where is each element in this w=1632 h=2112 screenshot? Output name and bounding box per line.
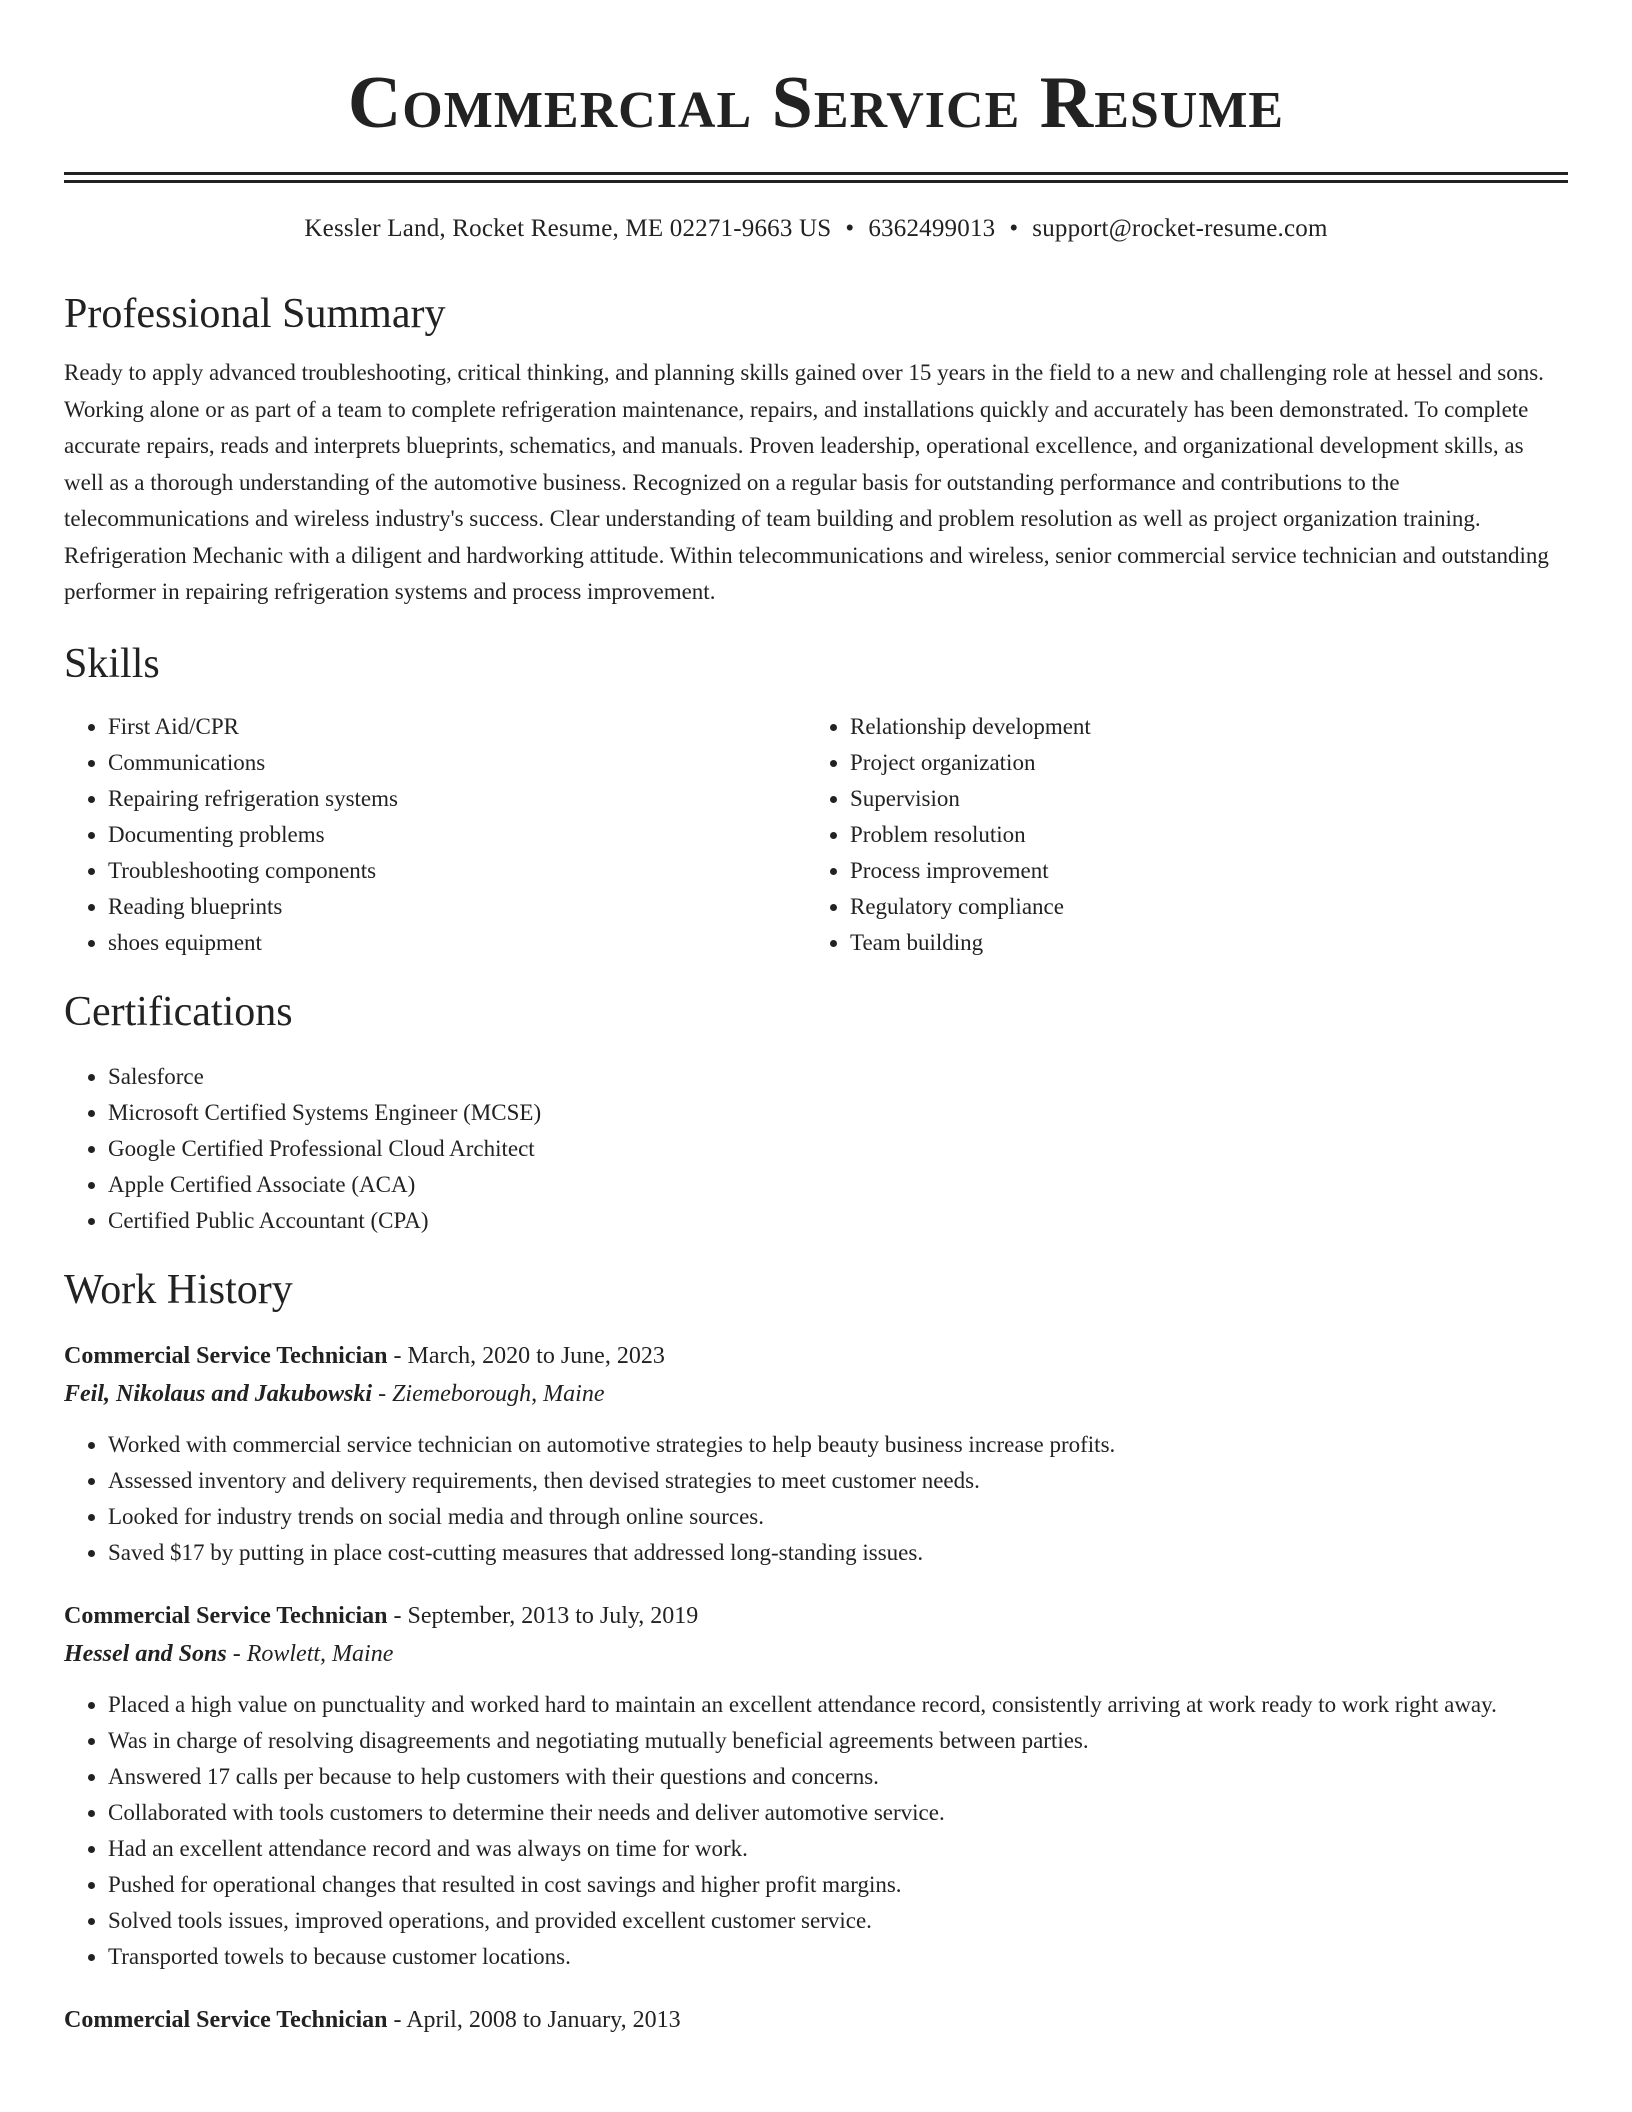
skill-item: • Repairing refrigeration systems bbox=[108, 781, 806, 817]
job-dates: March, 2020 to June, 2023 bbox=[407, 1343, 665, 1370]
job-duty: • Answered 17 calls per because to help customers with their questions and concerns. bbox=[108, 1759, 1568, 1795]
job-duty: • Looked for industry trends on social media and through online sources. bbox=[108, 1499, 1568, 1535]
job-entry bbox=[64, 1597, 1568, 1975]
skills-column-right bbox=[806, 709, 1548, 961]
job-duties-list bbox=[64, 1687, 1568, 1975]
skills-list-right bbox=[806, 709, 1548, 961]
skills-column-left bbox=[64, 709, 806, 961]
skills-heading: Skills bbox=[64, 640, 160, 687]
skills-list-left bbox=[64, 709, 806, 961]
job-duty: • Was in charge of resolving disagreements and negotiating mutually beneficial agreements between parties. bbox=[108, 1723, 1568, 1759]
job-company: Hessel and Sons bbox=[64, 1641, 227, 1668]
skill-item: • Relationship development bbox=[850, 709, 1548, 745]
job-location: Ziemeborough, Maine bbox=[392, 1381, 605, 1408]
certifications-heading: Certifications bbox=[64, 988, 293, 1035]
job-duties-list bbox=[64, 1427, 1568, 1571]
job-company: Feil, Nikolaus and Jakubowski bbox=[64, 1381, 373, 1408]
contact-separator: • bbox=[845, 215, 855, 242]
contact-separator: • bbox=[1009, 215, 1019, 242]
job-duty: • Collaborated with tools customers to determine their needs and deliver automotive service. bbox=[108, 1795, 1568, 1831]
job-entry bbox=[64, 1337, 1568, 1571]
certification-item: • Certified Public Accountant (CPA) bbox=[108, 1203, 1568, 1239]
job-duty: • Saved $17 by putting in place cost-cutting measures that addressed long-standing issues. bbox=[108, 1535, 1568, 1571]
work-history-heading: Work History bbox=[64, 1267, 293, 1314]
contact-line bbox=[64, 215, 1568, 243]
job-duty: • Pushed for operational changes that resulted in cost savings and higher profit margins. bbox=[108, 1867, 1568, 1903]
certification-item: • Apple Certified Associate (ACA) bbox=[108, 1167, 1568, 1203]
skill-item: • shoes equipment bbox=[108, 925, 806, 961]
job-title: Commercial Service Technician bbox=[64, 1343, 388, 1370]
skill-item: • Supervision bbox=[850, 781, 1548, 817]
job-header: Commercial Service Technician - April, 2008 to January, 2013 bbox=[64, 2007, 681, 2034]
skill-item: • Team building bbox=[850, 925, 1548, 961]
job-employer: Hessel and Sons - Rowlett, Maine bbox=[64, 1641, 394, 1668]
certification-item: • Google Certified Professional Cloud Architect bbox=[108, 1131, 1568, 1167]
title-double-rule bbox=[64, 172, 1568, 183]
job-entry bbox=[64, 2001, 1568, 2039]
certification-item: • Microsoft Certified Systems Engineer (MCSE) bbox=[108, 1095, 1568, 1131]
job-dates: April, 2008 to January, 2013 bbox=[406, 2007, 681, 2034]
contact-email: support@rocket-resume.com bbox=[1032, 215, 1328, 242]
skill-item: • Regulatory compliance bbox=[850, 889, 1548, 925]
skill-item: • First Aid/CPR bbox=[108, 709, 806, 745]
job-location: Rowlett, Maine bbox=[246, 1641, 394, 1668]
skill-item: • Reading blueprints bbox=[108, 889, 806, 925]
resume-title: Commercial Service Resume bbox=[347, 62, 1285, 144]
skill-item: • Process improvement bbox=[850, 853, 1548, 889]
summary-heading: Professional Summary bbox=[64, 291, 446, 337]
skills-grid bbox=[64, 709, 1568, 961]
job-title: Commercial Service Technician bbox=[64, 1603, 388, 1630]
job-title: Commercial Service Technician bbox=[64, 2007, 388, 2034]
job-duty: • Worked with commercial service technician on automotive strategies to help beauty business increase profits. bbox=[108, 1427, 1568, 1463]
skill-item: • Troubleshooting components bbox=[108, 853, 806, 889]
job-duty: • Had an excellent attendance record and was always on time for work. bbox=[108, 1831, 1568, 1867]
job-employer: Feil, Nikolaus and Jakubowski - Ziemeborough, Maine bbox=[64, 1381, 605, 1408]
certification-item: • Salesforce bbox=[108, 1059, 1568, 1095]
skill-item: • Project organization bbox=[850, 745, 1548, 781]
skill-item: • Problem resolution bbox=[850, 817, 1548, 853]
job-duty: • Placed a high value on punctuality and worked hard to maintain an excellent attendance record, consistently arriving at work ready to work right away. bbox=[108, 1687, 1568, 1723]
summary-text: Ready to apply advanced troubleshooting, critical thinking, and planning skills gained over 15 years in the field to a new and challenging role at hessel and sons. Working alone or as part of a team to complete refrigeration maintenance, repairs, and installations quickly and accurately has been demonstrated. To complete accurate repairs, reads and interprets blueprints, schematics, and manuals. Proven leadership, operational excellence, and organizational development skills, as well as a thorough understanding of the automotive business. Recognized on a regular basis for outstanding performance and contributions to the telecommunications and wireless industry's success. Clear understanding of team building and problem resolution as well as project organization training. Refrigeration Mechanic with a diligent and hardworking attitude. Within telecommunications and wireless, senior commercial service technician and outstanding performer in repairing refrigeration systems and process improvement. bbox=[64, 360, 1549, 605]
skill-item: • Documenting problems bbox=[108, 817, 806, 853]
job-dates: September, 2013 to July, 2019 bbox=[407, 1603, 699, 1630]
skill-item: • Communications bbox=[108, 745, 806, 781]
job-duty: • Assessed inventory and delivery requirements, then devised strategies to meet customer needs. bbox=[108, 1463, 1568, 1499]
job-header: Commercial Service Technician - March, 2020 to June, 2023 bbox=[64, 1343, 665, 1370]
job-duty: • Solved tools issues, improved operations, and provided excellent customer service. bbox=[108, 1903, 1568, 1939]
contact-address: Kessler Land, Rocket Resume, ME 02271-9663 US bbox=[304, 215, 832, 242]
contact-phone: 6362499013 bbox=[868, 215, 996, 242]
certifications-list bbox=[64, 1059, 1568, 1239]
job-header: Commercial Service Technician - September, 2013 to July, 2019 bbox=[64, 1603, 699, 1630]
job-duty: • Transported towels to because customer locations. bbox=[108, 1939, 1568, 1975]
